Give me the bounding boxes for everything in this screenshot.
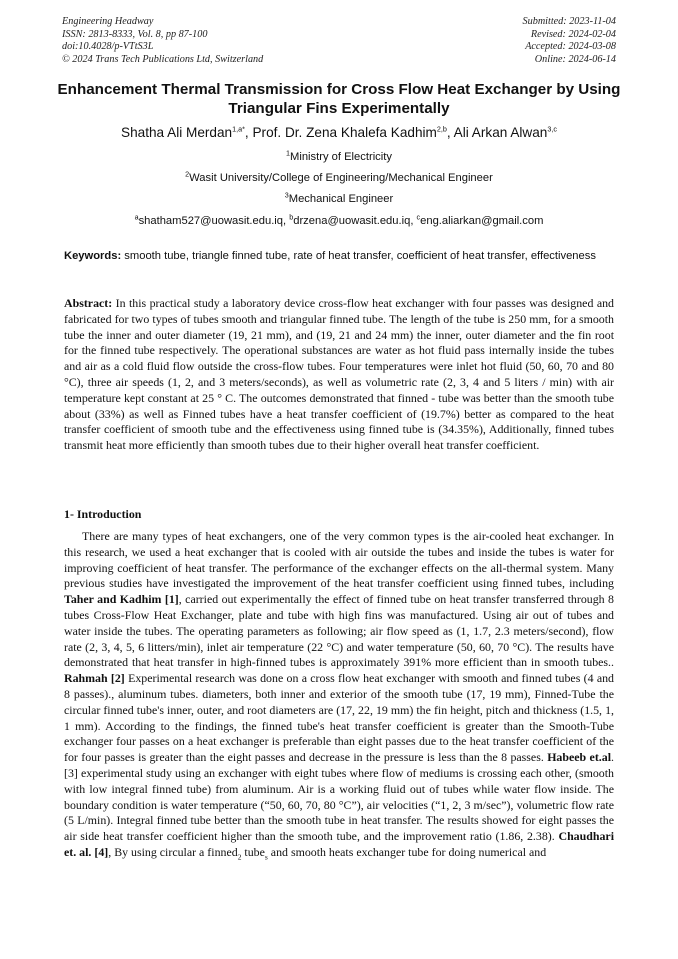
introduction-paragraph: There are many types of heat exchangers, one of the very common types is the air-cooled heat exchanger. In this research, we used a heat exchanger that is cooled with air outside the tubes and inside the tubes is water for improving coefficient of heat transfer. The performance of the exchanger effects on the all-thermal system. Many previous studies have investigated the improvement of the heat transfer coefficient using finned tubes, including Taher and Kadhim [1], carried out experimentally the effect of finned tube on heat transfer transferred through 8 tubes Cross-Flow Heat Exchanger, plate and tube with high fins was manufactured. Using air out of tubes and water inside the tubes. The operating parameters as following; air flow speed as (1, 1.7, 2.3 meters/second), flow rate (2, 3, 4, 5, 6 litters/min), inlet air temperature (22 °C) and water temperature (50, 60, 70 °C). The results have demonstrated that heat transfer in high-finned tubes is approximately 391% more efficient than in smooth tubes.. Rahmah [2] Experimental research was done on a cross flow heat exchanger with smooth and finned tubes (4 and 8 passes)., aluminum tubes. diameters, both inner and exterior of the smooth tube (17, 19 mm), Finned-Tube the circular finned tube's inner, outer, and root diameters are (17, 22, 19 mm) the fin height, pitch and thickness (1.5, 1, 1 mm). According to the findings, the finned tube's heat transfer coefficient is greater than the Smooth-Tube exchanger four passes on a heat exchanger is preferable than eight passes due to the heat transfer coefficient of the for four passes is greater than the eight passes and decrease in the pressure is less than the 8 passes. Habeeb et.al. [3] experimental study using an exchanger with eight tubes where flow of mediums is crossing each other, (smooth with low integral finned tube) from aluminum. Air is a working fluid out of tubes while water flow inside. The boundary condition is water temperature (“50, 60, 70, 80 °C”), air velocities (“1, 2, 3 m/sec”), volumetric flow rate (5 L/min). Integral finned tube better than the smooth tube in heat transfer. The results showed for eight passes the air side heat transfer coefficient higher than the smooth tube, and the improvement ratio (1.86, 2.38). Chaudhari et. al. [4], By using circular a finned$_2$ tube$_s$ and smooth heats exchanger tube for doing numerical and (64, 529, 615, 862)
abstract (64, 296, 614, 454)
abstract-text: In this practical study a laboratory device cross-flow heat exchanger with four passes was designed and fabricated for two types of tubes smooth and triangular finned tube. The length of the tube is 250 mm, for a smooth tube the inner and outer diameter (19, 21 mm), and (19, 21 and 24 mm) the inner, outer diameter and the fin root for the finned tube respectively. The operational substances are water as hot fluid pass internally inside the tubes and air as a cold fluid flow outside the cross-flow tubes. Four temperatures were inlet hot fluid (50, 60, 70 and 80 °C), three air speeds (1, 2, and 3 meters/seconds), as well as volumetric rate (2, 3, 4 and 5 liters / min) with air temperature kept constant at 25 ° C. The outcomes demonstrated that finned - tube was better than the smooth tube about (33%) as well as Finned tubes have a heat transfer coefficient of (19.7%) better as compared to the heat transfer coefficient of smooth tube and the effectiveness using finned tube is (34.35%), Additionally, finned tubes transmit heat more efficiently than smooth tubes due to their higher overall heat transfer coefficient. (64, 296, 614, 453)
keywords-label: Keywords: (64, 250, 122, 262)
online-date: Online: 2024-06-14 (534, 53, 616, 65)
citation: Rahmah [2] (64, 671, 125, 686)
author-name: Shatha Ali Merdan (121, 125, 233, 140)
affiliation: $^1$Ministry of Electricity (286, 148, 392, 163)
publication-dates (523, 16, 616, 66)
email-link[interactable]: eng.aliarkan@gmail.com (420, 215, 544, 227)
author-affiliation-mark: 2,b (436, 124, 447, 134)
submitted-date: Submitted: 2023-11-04 (522, 16, 616, 27)
author-list: Shatha Ali Merdan$^{1,a*}$, Prof. Dr. Zena Khalefa Kadhim$^{2,b}$, Ali Arkan Alwan$^{3,c}$ (121, 124, 557, 140)
paper-title: Enhancement Thermal Transmission for Cross Flow Heat Exchanger by Using Triangular Fins Experimentally (57, 81, 621, 117)
journal-name: Engineering Headway (62, 16, 154, 27)
citation: Habeeb et.al (547, 750, 611, 765)
issn: ISSN: 2813-8333, Vol. 8, pp 87-100 (62, 28, 208, 40)
doi: doi:10.4028/p-VTtS3L (62, 41, 154, 53)
author-affiliation-mark: 1,a* (232, 124, 245, 134)
journal-info (62, 16, 263, 66)
affiliation: $^2$Wasit University/College of Engineering/Mechanical Engineer (185, 169, 493, 184)
citation: Taher and Kadhim [1] (64, 592, 179, 607)
abstract-label: Abstract: (64, 296, 113, 310)
email-link[interactable]: shatham527@uowasit.edu.iq, (138, 215, 290, 227)
author-emails: $^a$shatham527@uowasit.edu.iq, $^b$drzena@uowasit.edu.iq, $^c$eng.aliarkan@gmail.com (134, 212, 544, 227)
citation: Chaudhari et. al. [4] (64, 829, 614, 859)
keywords (64, 249, 614, 263)
keywords-text: smooth tube, triangle finned tube, rate of heat transfer, coefficient of heat transfer, effectiveness (121, 250, 596, 262)
copyright: © 2024 Trans Tech Publications Ltd, Switzerland (62, 53, 264, 65)
email-link[interactable]: drzena@uowasit.edu.iq, (293, 215, 417, 227)
revised-date: Revised: 2024-02-04 (530, 28, 616, 40)
accepted-date: Accepted: 2024-03-08 (525, 41, 616, 53)
author-name: Ali Arkan Alwan (453, 125, 548, 140)
affiliation: $^3$Mechanical Engineer (284, 190, 394, 205)
section-heading-introduction: 1- Introduction (64, 507, 142, 521)
author-name: Prof. Dr. Zena Khalefa Kadhim (252, 125, 437, 140)
author-affiliation-mark: 3,c (547, 124, 557, 134)
